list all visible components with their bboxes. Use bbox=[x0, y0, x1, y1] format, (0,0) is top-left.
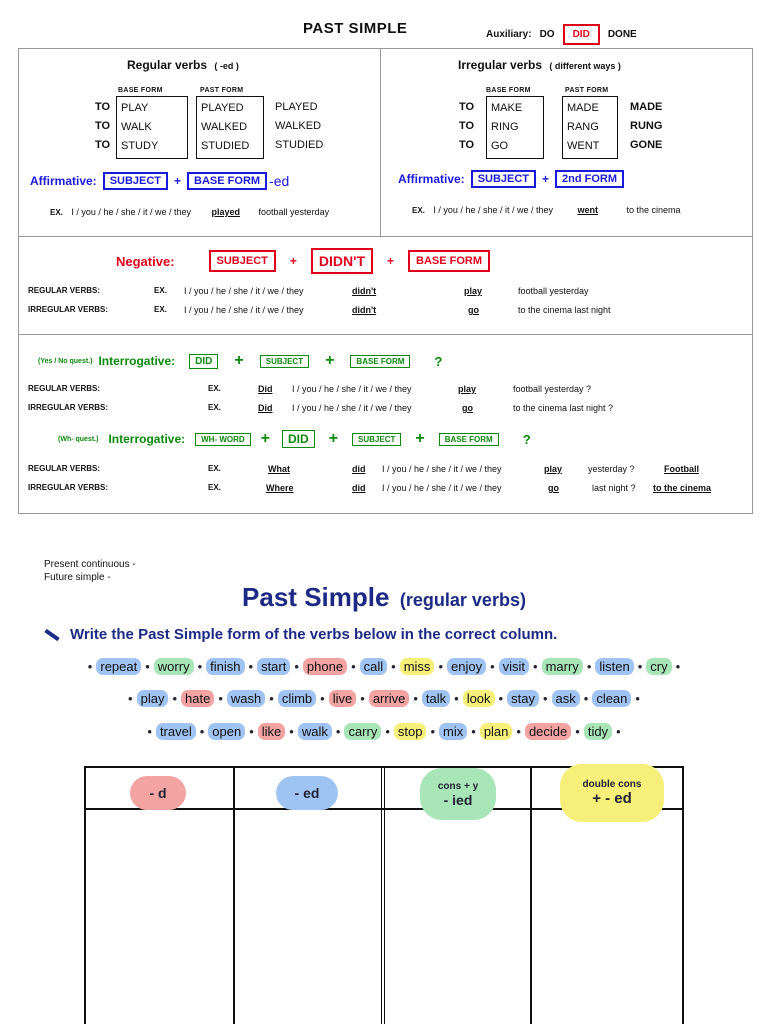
ex-verb: played bbox=[211, 207, 241, 217]
verb-chip: worry bbox=[154, 658, 194, 675]
ex-pronouns: I / you / he / she / it / we / they bbox=[382, 464, 502, 474]
verb-chip: cry bbox=[646, 658, 671, 675]
ex-rest: last night ? bbox=[592, 483, 636, 493]
verb-type: REGULAR VERBS: bbox=[28, 464, 101, 473]
column-header-main: - ied bbox=[443, 791, 473, 808]
verb-chip: miss bbox=[400, 658, 435, 675]
ex-pronouns: I / you / he / she / it / we / they bbox=[292, 384, 412, 394]
column-divider bbox=[381, 768, 385, 1024]
page-title: PAST SIMPLE bbox=[303, 20, 408, 37]
base-verb: STUDY bbox=[121, 140, 159, 152]
column-header-ied bbox=[420, 768, 496, 820]
plus-sign: + bbox=[289, 254, 297, 268]
instruction bbox=[44, 626, 557, 643]
bullet-icon: • bbox=[542, 691, 548, 706]
worksheet-subtitle: (regular verbs) bbox=[399, 590, 526, 610]
yn-formula bbox=[38, 352, 442, 370]
pencil-icon bbox=[44, 628, 59, 640]
ex-verb: play bbox=[458, 384, 477, 394]
regular-heading-text: Regular verbs bbox=[127, 58, 208, 72]
ex-answer: to the cinema bbox=[653, 483, 712, 493]
to-label: TO bbox=[95, 101, 111, 113]
plus-sign: + bbox=[387, 254, 395, 268]
negative-example-irregular bbox=[28, 305, 748, 319]
auxiliary-label: Auxiliary: bbox=[486, 29, 532, 40]
bullet-icon: • bbox=[269, 691, 274, 706]
interrogative-label: Interrogative: bbox=[108, 432, 186, 446]
ex-rest: football yesterday bbox=[258, 207, 330, 217]
verb-chip: visit bbox=[499, 658, 529, 675]
worksheet-title bbox=[0, 582, 768, 613]
base-form-box: BASE FORM bbox=[439, 433, 499, 446]
ex-aux: did bbox=[352, 464, 366, 474]
base-verb: RING bbox=[491, 121, 519, 133]
bullet-icon: • bbox=[635, 691, 640, 706]
ex-rest: to the cinema last night bbox=[518, 305, 611, 315]
verb-chip: carry bbox=[344, 723, 381, 740]
affirmative-label: Affirmative: bbox=[398, 172, 465, 186]
irregular-base-box bbox=[486, 96, 544, 159]
note-future-simple: Future simple - bbox=[44, 572, 111, 583]
side-notes bbox=[44, 558, 136, 584]
column-divider bbox=[682, 768, 684, 1024]
yn-note: (Yes / No quest.) bbox=[38, 357, 93, 365]
ex-pronouns: I / you / he / she / it / we / they bbox=[184, 305, 304, 315]
plus-sign: + bbox=[174, 174, 182, 188]
second-form-box: 2nd FORM bbox=[555, 170, 624, 188]
ex-rest: football yesterday bbox=[518, 286, 589, 296]
bullet-icon: • bbox=[385, 724, 390, 739]
bullet-icon: • bbox=[87, 659, 93, 674]
bullet-icon: • bbox=[128, 691, 133, 706]
bullet-icon: • bbox=[490, 659, 495, 674]
regular-example bbox=[50, 207, 329, 217]
to-label: TO bbox=[95, 139, 111, 151]
wh-example-irregular bbox=[28, 483, 748, 497]
column-header-main: + - ed bbox=[592, 790, 632, 807]
base-verb: WALK bbox=[121, 121, 152, 133]
subject-box: SUBJECT bbox=[260, 355, 309, 368]
past-verb: STUDIED bbox=[201, 140, 250, 152]
plus-sign: + bbox=[234, 352, 244, 369]
ex-answer: Football bbox=[664, 464, 699, 474]
verb-chip: tidy bbox=[584, 723, 612, 740]
bullet-icon: • bbox=[586, 659, 592, 674]
ex-label: EX. bbox=[208, 483, 221, 492]
past-verb: WALKED bbox=[201, 121, 248, 133]
past-verb: WALKED bbox=[275, 120, 322, 132]
ed-suffix: -ed bbox=[269, 173, 290, 189]
ex-aux: didn't bbox=[352, 286, 377, 296]
column-divider bbox=[530, 768, 532, 1024]
verb-type: IRREGULAR VERBS: bbox=[28, 305, 109, 314]
bullet-icon: • bbox=[248, 659, 254, 674]
verb-chip: walk bbox=[298, 723, 332, 740]
to-label: TO bbox=[459, 101, 475, 113]
bullet-icon: • bbox=[454, 691, 459, 706]
past-verb: MADE bbox=[567, 102, 599, 114]
ex-aux: Did bbox=[258, 384, 273, 394]
ex-rest: yesterday ? bbox=[588, 464, 635, 474]
verb-chip: finish bbox=[206, 658, 244, 675]
ex-pronouns: I / you / he / she / it / we / they bbox=[433, 205, 553, 215]
wh-formula bbox=[58, 430, 531, 448]
ex-label: EX. bbox=[50, 208, 63, 217]
bullet-icon: • bbox=[249, 724, 254, 739]
ex-label: EX. bbox=[208, 464, 221, 473]
divider-h1 bbox=[18, 236, 752, 237]
divider-h2 bbox=[18, 334, 752, 335]
bullet-icon: • bbox=[616, 724, 621, 739]
subject-box: SUBJECT bbox=[471, 170, 536, 188]
bullet-icon: • bbox=[294, 659, 299, 674]
irregular-heading-note: ( different ways ) bbox=[549, 61, 621, 71]
irregular-col-base: BASE FORM bbox=[486, 87, 531, 94]
column-header-main: - ed bbox=[294, 785, 320, 801]
bullet-icon: • bbox=[498, 691, 504, 706]
aux-done: DONE bbox=[607, 29, 637, 40]
did-box: DID bbox=[189, 354, 218, 369]
bullet-icon: • bbox=[335, 724, 341, 739]
verb-row bbox=[0, 723, 768, 741]
verb-chip: phone bbox=[303, 658, 347, 675]
plus-sign: + bbox=[415, 430, 425, 447]
column-divider bbox=[233, 768, 235, 1024]
to-label: TO bbox=[459, 120, 475, 132]
past-verb: PLAYED bbox=[275, 101, 318, 113]
ex-verb: go bbox=[548, 483, 559, 493]
verb-chip: stop bbox=[394, 723, 427, 740]
question-mark: ? bbox=[434, 353, 443, 369]
ex-pronouns: I / you / he / she / it / we / they bbox=[184, 286, 304, 296]
plus-sign: + bbox=[260, 430, 271, 447]
bullet-icon: • bbox=[360, 691, 365, 706]
base-form-box: BASE FORM bbox=[408, 250, 490, 272]
verb-chip: enjoy bbox=[447, 658, 486, 675]
ex-wh-word: Where bbox=[266, 483, 294, 493]
ex-aux: Did bbox=[258, 403, 273, 413]
irregular-affirmative bbox=[398, 170, 624, 188]
bullet-icon: • bbox=[583, 691, 589, 706]
affirmative-label: Affirmative: bbox=[30, 174, 97, 188]
ex-rest: to the cinema bbox=[626, 205, 681, 215]
verb-chip: look bbox=[463, 690, 495, 707]
past-verb: RANG bbox=[567, 121, 599, 133]
regular-past-list bbox=[275, 98, 323, 155]
column-header-top: cons + y bbox=[437, 780, 479, 792]
irregular-example bbox=[412, 205, 681, 215]
verb-chip: decide bbox=[525, 723, 571, 740]
ex-pronouns: I / you / he / she / it / we / they bbox=[71, 207, 191, 217]
note-present-continuous: Present continuous - bbox=[44, 559, 136, 570]
yn-example-regular bbox=[28, 384, 748, 398]
interrogative-label: Interrogative: bbox=[98, 354, 176, 368]
regular-heading bbox=[127, 58, 239, 72]
verb-chip: clean bbox=[592, 690, 631, 707]
verb-row bbox=[0, 658, 768, 676]
verb-chip: marry bbox=[542, 658, 583, 675]
verb-type: REGULAR VERBS: bbox=[28, 286, 101, 295]
ex-pronouns: I / you / he / she / it / we / they bbox=[292, 403, 412, 413]
bullet-icon: • bbox=[147, 724, 152, 739]
bullet-icon: • bbox=[430, 724, 436, 739]
verb-chip: arrive bbox=[369, 690, 410, 707]
negative-example-regular bbox=[28, 286, 748, 300]
did-box: DID bbox=[282, 430, 315, 448]
verb-row bbox=[0, 690, 768, 708]
ex-verb: go bbox=[462, 403, 473, 413]
ex-aux: didn't bbox=[352, 305, 377, 315]
bullet-icon: • bbox=[533, 659, 538, 674]
base-form-box: BASE FORM bbox=[187, 172, 267, 190]
bullet-icon: • bbox=[438, 659, 443, 674]
bullet-icon: • bbox=[471, 724, 476, 739]
verb-type: IRREGULAR VERBS: bbox=[28, 403, 109, 412]
verb-chip: climb bbox=[278, 690, 316, 707]
past-participle: RUNG bbox=[630, 120, 663, 132]
past-verb: PLAYED bbox=[201, 102, 244, 114]
regular-affirmative bbox=[30, 172, 289, 190]
past-verb: WENT bbox=[567, 140, 600, 152]
verb-chip: ask bbox=[552, 690, 580, 707]
regular-col-past: PAST FORM bbox=[200, 87, 244, 94]
auxiliary-row bbox=[486, 24, 637, 45]
ex-verb: go bbox=[468, 305, 479, 315]
bullet-icon: • bbox=[516, 724, 521, 739]
bullet-icon: • bbox=[199, 724, 205, 739]
bullet-icon: • bbox=[351, 659, 356, 674]
regular-past-box bbox=[196, 96, 264, 159]
instruction-text: Write the Past Simple form of the verbs below in the correct column. bbox=[70, 626, 558, 643]
verb-chip: stay bbox=[507, 690, 539, 707]
bullet-icon: • bbox=[172, 691, 178, 706]
regular-base-box bbox=[116, 96, 188, 159]
verb-chip: hate bbox=[181, 690, 214, 707]
subject-box: SUBJECT bbox=[103, 172, 168, 190]
verb-chip: start bbox=[257, 658, 290, 675]
irregular-col-past: PAST FORM bbox=[565, 87, 609, 94]
regular-heading-note: ( -ed ) bbox=[214, 61, 239, 71]
ex-aux: did bbox=[352, 483, 366, 493]
aux-do: DO bbox=[539, 29, 555, 40]
ex-rest: to the cinema last night ? bbox=[513, 403, 614, 413]
bullet-icon: • bbox=[675, 659, 681, 674]
to-label: TO bbox=[459, 139, 475, 151]
plus-sign: + bbox=[328, 430, 339, 447]
negative-formula bbox=[116, 248, 490, 274]
bullet-icon: • bbox=[637, 659, 643, 674]
ex-label: EX. bbox=[208, 384, 221, 393]
verb-chip: repeat bbox=[96, 658, 141, 675]
verb-chip: plan bbox=[480, 723, 513, 740]
ex-verb: play bbox=[464, 286, 483, 296]
bullet-icon: • bbox=[197, 659, 203, 674]
plus-sign: + bbox=[542, 172, 550, 186]
bullet-icon: • bbox=[289, 724, 294, 739]
wh-note: (Wh- quest.) bbox=[58, 435, 99, 443]
ex-wh-word: What bbox=[268, 464, 290, 474]
verb-chip: like bbox=[258, 723, 286, 740]
bullet-icon: • bbox=[575, 724, 580, 739]
verb-chip: call bbox=[360, 658, 388, 675]
verb-chip: listen bbox=[595, 658, 633, 675]
column-header-d bbox=[130, 776, 186, 810]
ex-verb: play bbox=[544, 464, 563, 474]
wh-word-box: WH- WORD bbox=[195, 433, 251, 446]
regular-col-base: BASE FORM bbox=[118, 87, 163, 94]
bullet-icon: • bbox=[413, 691, 418, 706]
column-header-top: double cons bbox=[582, 779, 642, 790]
ex-label: EX. bbox=[154, 286, 167, 295]
verb-chip: travel bbox=[156, 723, 196, 740]
past-participle: GONE bbox=[630, 139, 663, 151]
ex-label: EX. bbox=[208, 403, 221, 412]
column-header-main: - d bbox=[149, 785, 167, 801]
irregular-to-list bbox=[459, 98, 474, 155]
aux-did-box: DID bbox=[563, 24, 600, 45]
to-label: TO bbox=[95, 120, 111, 132]
column-divider bbox=[84, 768, 86, 1024]
verb-chip: talk bbox=[422, 690, 450, 707]
base-verb: GO bbox=[491, 140, 509, 152]
ex-label: EX. bbox=[412, 206, 425, 215]
verb-type: REGULAR VERBS: bbox=[28, 384, 101, 393]
ex-rest: football yesterday ? bbox=[513, 384, 592, 394]
verb-chip: mix bbox=[439, 723, 467, 740]
verb-chip: wash bbox=[227, 690, 265, 707]
ex-label: EX. bbox=[154, 305, 167, 314]
past-participle: MADE bbox=[630, 101, 663, 113]
base-verb: PLAY bbox=[121, 102, 149, 114]
irregular-past-list bbox=[630, 98, 662, 155]
verb-chip: open bbox=[208, 723, 245, 740]
bullet-icon: • bbox=[145, 659, 150, 674]
base-verb: MAKE bbox=[491, 102, 523, 114]
subject-box: SUBJECT bbox=[352, 433, 401, 446]
regular-to-list bbox=[95, 98, 110, 155]
subject-box: SUBJECT bbox=[209, 250, 276, 272]
worksheet-title-main: Past Simple bbox=[242, 582, 390, 612]
plus-sign: + bbox=[325, 352, 335, 369]
base-form-box: BASE FORM bbox=[350, 355, 410, 368]
question-mark: ? bbox=[522, 431, 531, 447]
past-verb: STUDIED bbox=[275, 139, 324, 151]
irregular-heading-text: Irregular verbs bbox=[458, 58, 543, 72]
column-header-double-cons bbox=[560, 764, 664, 822]
ex-verb: went bbox=[577, 205, 599, 215]
didnt-box: DIDN'T bbox=[311, 248, 373, 274]
ex-pronouns: I / you / he / she / it / we / they bbox=[382, 483, 502, 493]
bullet-icon: • bbox=[218, 691, 223, 706]
irregular-past-box bbox=[562, 96, 618, 159]
bullet-icon: • bbox=[391, 659, 396, 674]
verb-type: IRREGULAR VERBS: bbox=[28, 483, 109, 492]
verb-chip: live bbox=[329, 690, 357, 707]
column-header-ed bbox=[276, 776, 338, 810]
bullet-icon: • bbox=[320, 691, 325, 706]
irregular-heading bbox=[458, 58, 621, 72]
negative-label: Negative: bbox=[116, 253, 175, 269]
yn-example-irregular bbox=[28, 403, 748, 417]
divider-vertical bbox=[380, 48, 381, 236]
verb-chip: play bbox=[137, 690, 169, 707]
wh-example-regular bbox=[28, 464, 748, 478]
